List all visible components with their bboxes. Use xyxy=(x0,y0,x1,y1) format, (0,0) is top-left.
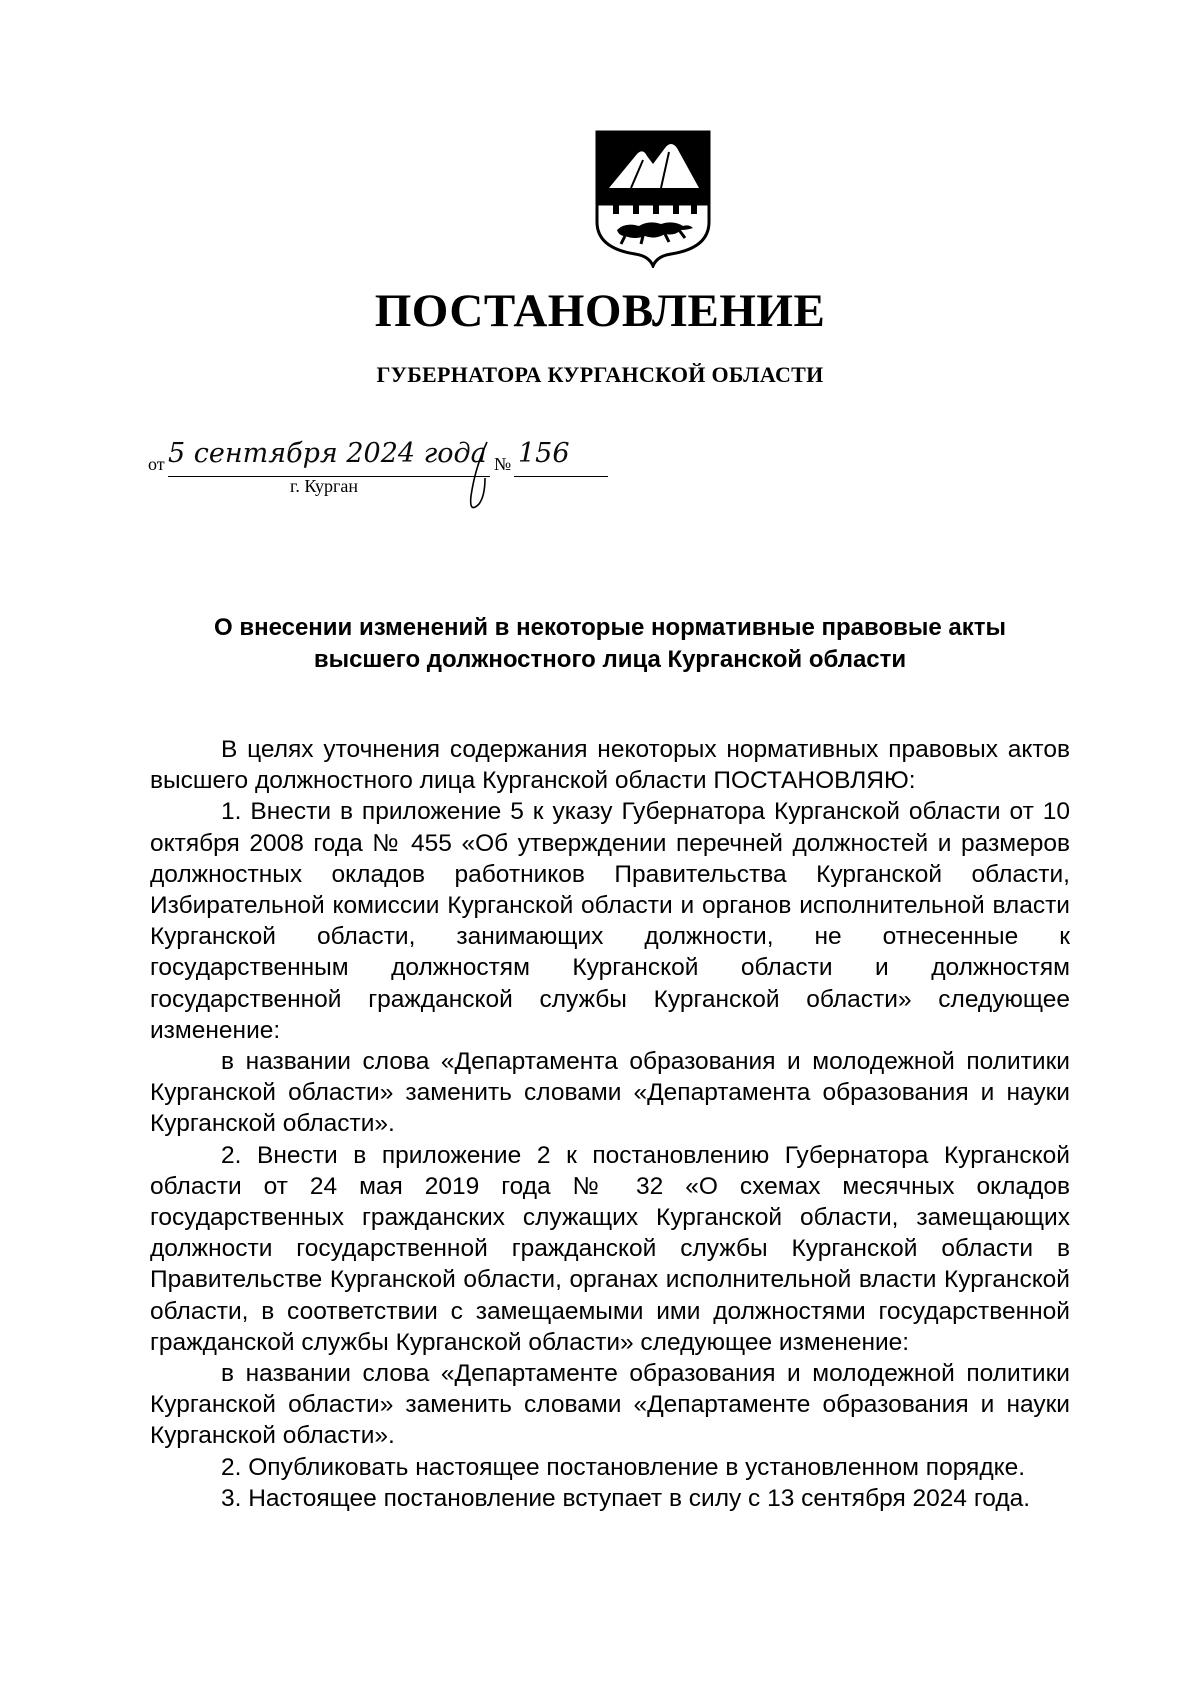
handwritten-date: 5 сентября 2024 года xyxy=(168,438,487,469)
title-line-1: О внесении изменений в некоторые нормативные правовые акты xyxy=(213,614,1006,641)
requisites-row xyxy=(148,438,648,522)
handwritten-number: 156 xyxy=(518,438,570,469)
document-type-heading: ПОСТАНОВЛЕНИЕ xyxy=(374,285,826,337)
issuing-authority: ГУБЕРНАТОРА КУРГАНСКОЙ ОБЛАСТИ xyxy=(376,362,824,387)
item-2-change-paragraph: в названии слова «Департаменте образования и молодежной политики Курганской области» заменить словами «Департаменте образования и науки Курганской области». xyxy=(150,1360,1070,1450)
item-1-change-paragraph: в названии слова «Департамента образования и молодежной политики Курганской области» заменить словами «Департамента образования и науки Курганской области». xyxy=(150,1048,1070,1138)
document-body xyxy=(150,734,1070,1514)
handwriting-stroke-icon xyxy=(455,438,515,518)
publish-paragraph: 2. Опубликовать настоящее постановление в установленном порядке. xyxy=(221,1453,1026,1481)
number-underline xyxy=(514,476,608,477)
item-1-paragraph: 1. Внести в приложение 5 к указу Губернатора Курганской области от 10 октября 2008 года № 455 «Об утверждении перечней должностей и размеров должностных окладов работников Правительства Курганской области, Избирательной комиссии Курганской области и органов исполнительной власти Курганской области, занимающих должности, не отнесенные к государственным должностям Курганской области и должностям государственной гражданской службы Курганской области» следующее изменение: xyxy=(150,798,1070,1044)
number-prefix: № xyxy=(494,454,512,474)
city-label: г. Курган xyxy=(290,476,359,496)
coat-of-arms-icon xyxy=(595,130,711,268)
title-line-2: высшего должностного лица Курганской области xyxy=(313,646,907,673)
item-2-paragraph: 2. Внести в приложение 2 к постановлению Губернатора Курганской области от 24 мая 2019 года № 32 «О схемах месячных окладов государственных гражданских служащих Курганской области, замещающих должности государственной гражданской службы Курганской области в Правительстве Курганской области, органах исполнительной власти Курганской области, в соответствии с замещаемыми ими должностями государственной гражданской службы Курганской области» следующее изменение: xyxy=(150,1141,1070,1356)
document-title xyxy=(150,612,1070,676)
effective-date-paragraph: 3. Настоящее постановление вступает в силу с 13 сентября 2024 года. xyxy=(221,1484,1031,1512)
date-prefix: от xyxy=(148,454,165,474)
preamble-paragraph: В целях уточнения содержания некоторых нормативных правовых актов высшего должностного лица Курганской области ПОСТАНОВЛЯЮ: xyxy=(150,736,1070,795)
